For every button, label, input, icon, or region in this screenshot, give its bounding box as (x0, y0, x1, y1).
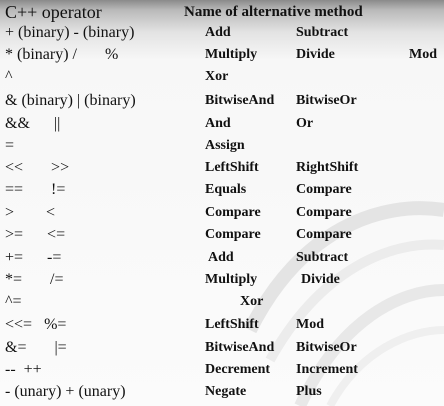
method-cell-1: Decrement (205, 362, 271, 377)
operator-cell: + (binary) - (binary) (5, 24, 135, 41)
table-row (0, 24, 444, 46)
method-cell-2: Increment (296, 362, 358, 377)
operator-cell: <<= %= (5, 316, 67, 333)
method-cell-2: Or (296, 116, 314, 131)
method-cell-1: Assign (205, 138, 245, 153)
method-cell-1: Negate (205, 384, 247, 399)
method-cell-2: BitwiseOr (296, 340, 357, 355)
operator-cell: *= /= (5, 271, 64, 288)
operator-cell: << >> (5, 159, 70, 176)
table-row (0, 115, 444, 137)
method-cell-1: BitwiseAnd (205, 340, 275, 355)
method-cell-1: And (205, 116, 231, 131)
table-row (0, 226, 444, 248)
method-cell-2: Divide (296, 47, 335, 62)
method-cell-1: Multiply (205, 47, 258, 62)
table-row (0, 92, 444, 114)
operator-cell: &= |= (5, 339, 67, 356)
header-operator: C++ operator (5, 2, 102, 22)
method-cell-1: LeftShift (205, 160, 259, 175)
method-cell-2: Compare (296, 205, 352, 220)
table-row (0, 249, 444, 271)
method-cell-1: Xor (240, 294, 264, 309)
table-row (0, 383, 444, 405)
method-cell-1: Compare (205, 205, 261, 220)
operator-cell: == != (5, 181, 66, 198)
method-cell-1: Add (205, 25, 231, 40)
table-row (0, 271, 444, 293)
operator-cell: = (5, 137, 15, 154)
operator-cell: - (unary) + (unary) (5, 383, 126, 400)
table-row (0, 293, 444, 315)
method-cell-2: Compare (296, 227, 352, 242)
method-cell-1: Equals (205, 182, 247, 197)
method-cell-2: Plus (296, 384, 322, 399)
method-cell-2: Subtract (296, 25, 349, 40)
method-cell-1: LeftShift (205, 317, 259, 332)
operator-cell: += -= (5, 249, 62, 266)
table-row (0, 137, 444, 159)
method-cell-1: Compare (205, 227, 261, 242)
table-row (0, 159, 444, 181)
table-row (0, 204, 444, 226)
method-cell-1: Xor (205, 69, 229, 84)
table-row (0, 46, 444, 68)
table-row (0, 339, 444, 361)
method-cell-2: Subtract (296, 250, 349, 265)
operator-cell: * (binary) / % (5, 46, 119, 63)
operator-cell: > < (5, 204, 56, 221)
method-cell-2: Compare (296, 182, 352, 197)
operator-cell: ^ (5, 68, 13, 85)
method-cell-2: Divide (301, 272, 340, 287)
table-row (0, 361, 444, 383)
operator-cell: ^= (5, 293, 22, 310)
method-cell-2: BitwiseOr (296, 93, 357, 108)
operator-cell: -- ++ (5, 361, 42, 378)
method-cell-3: Mod (409, 47, 437, 62)
table-row (0, 68, 444, 90)
method-cell-2: Mod (296, 317, 324, 332)
method-cell-1: BitwiseAnd (205, 93, 275, 108)
operator-cell: >= <= (5, 226, 66, 243)
method-cell-1: Add (208, 250, 234, 265)
method-cell-1: Multiply (205, 272, 258, 287)
operator-cell: & (binary) | (binary) (5, 92, 136, 109)
table-row (0, 181, 444, 203)
method-cell-2: RightShift (296, 160, 359, 175)
table-row (0, 316, 444, 338)
operator-cell: && || (5, 115, 61, 132)
header-method: Name of alternative method (184, 4, 363, 20)
